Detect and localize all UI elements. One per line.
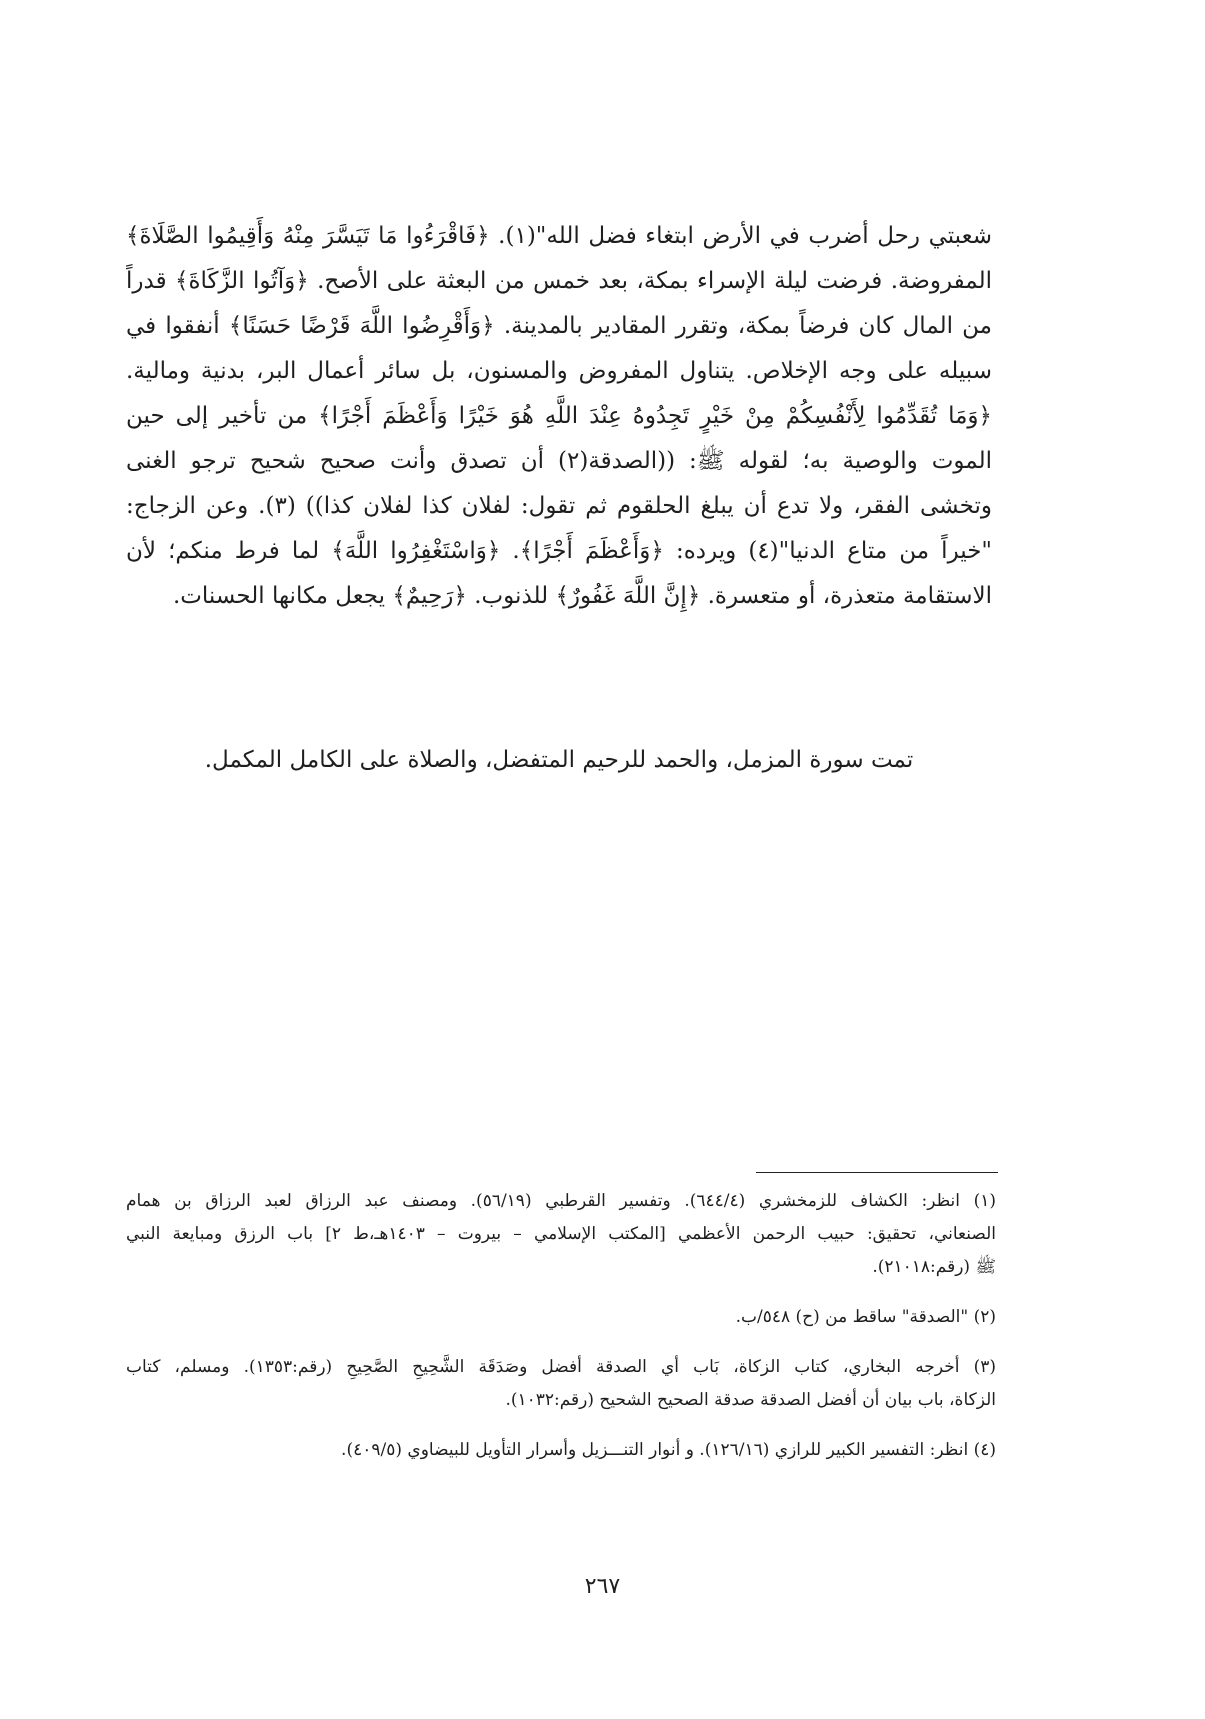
- body-line: المفروضة. فرضت ليلة الإسراء بمكة، بعد خمس من البعثة على الأصح. ﴿وَآتُوا الزَّكَاةَ﴾ قدراً: [126, 268, 992, 294]
- body-line: سبيله على وجه الإخلاص. يتناول المفروض والمسنون، بل سائر أعمال البر، بدنية ومالية.: [126, 358, 992, 384]
- body-line: وتخشى الفقر، ولا تدع أن يبلغ الحلقوم ثم تقول: لفلان كذا لفلان كذا)) (٣). وعن الزجاج:: [126, 493, 992, 519]
- body-line: "خيراً من متاع الدنيا"(٤) ويرده: ﴿وَأَعْظَمَ أَجْرًا﴾. ﴿وَاسْتَغْفِرُوا اللَّهَ﴾ لما فرط منكم؛ لأن: [126, 538, 992, 564]
- body-line: شعبتي رحل أضرب في الأرض ابتغاء فضل الله"(١). ﴿فَاقْرَءُوا مَا تَيَسَّرَ مِنْهُ وَأَقِيمُوا الصَّلَاةَ﴾: [126, 223, 992, 249]
- footnote-line: (٣) أخرجه البخاري، كتاب الزكاة، بَاب أي الصدقة أفضل وصَدَقَة الشَّحِيحِ الصَّحِيحِ (رقم:١٣٥٣). ومسلم، كتاب: [126, 1357, 996, 1377]
- footnote-line: (١) انظر: الكشاف للزمخشري (٦٤٤/٤). وتفسير القرطبي (٥٦/١٩). ومصنف عبد الرزاق لعبد الرزاق بن همام: [126, 1191, 996, 1211]
- footnote-line: الزكاة، باب بيان أن أفضل الصدقة صدقة الصحيح الشحيح (رقم:١٠٣٢).: [505, 1390, 996, 1410]
- body-line: الاستقامة متعذرة، أو متعسرة. ﴿إِنَّ اللَّهَ غَفُورٌ﴾ للذنوب. ﴿رَحِيمٌ﴾ يجعل مكانها الحسنات.: [172, 583, 992, 609]
- closing-sentence: تمت سورة المزمل، والحمد للرحيم المتفضل، والصلاة على الكامل المكمل.: [204, 747, 914, 773]
- footnote-1: [126, 1185, 996, 1284]
- footnote-4: [126, 1434, 996, 1467]
- footnotes-block: [126, 1185, 996, 1484]
- footnote-2: [126, 1301, 996, 1334]
- main-text-block: [126, 214, 992, 619]
- footnote-line: ﷺ (رقم:٢١٠١٨).: [872, 1257, 996, 1277]
- page-number: ٢٦٧: [584, 1574, 621, 1599]
- footnote-3: [126, 1351, 996, 1417]
- footnote-separator: [756, 1172, 998, 1173]
- body-line: الموت والوصية به؛ لقوله ﷺ: ((الصدقة(٢) أن تصدق وأنت صحيح شحيح ترجو الغنى: [126, 448, 992, 474]
- body-line: ﴿وَمَا تُقَدِّمُوا لِأَنْفُسِكُمْ مِنْ خَيْرٍ تَجِدُوهُ عِنْدَ اللَّهِ هُوَ خَيْرًا وَأَعْظَمَ أَجْرًا﴾ من تأخير إلى حين: [126, 403, 992, 429]
- footnote-line: الصنعاني، تحقيق: حبيب الرحمن الأعظمي [المكتب الإسلامي – بيروت – ١٤٠٣هـ،ط ٢] باب الرزق ومبايعة النبي: [126, 1224, 996, 1244]
- footnote-line: (٤) انظر: التفسير الكبير للرازي (١٢٦/١٦). و أنوار التنـــزيل وأسرار التأويل للبيضاوي (٤٠٩/٥).: [341, 1440, 996, 1460]
- footnote-line: (٢) "الصدقة" ساقط من (ح) ٥٤٨/ب.: [735, 1307, 996, 1327]
- body-line: من المال كان فرضاً بمكة، وتقرر المقادير بالمدينة. ﴿وَأَقْرِضُوا اللَّهَ قَرْضًا حَسَنًا﴾ أنفقوا في: [126, 313, 992, 339]
